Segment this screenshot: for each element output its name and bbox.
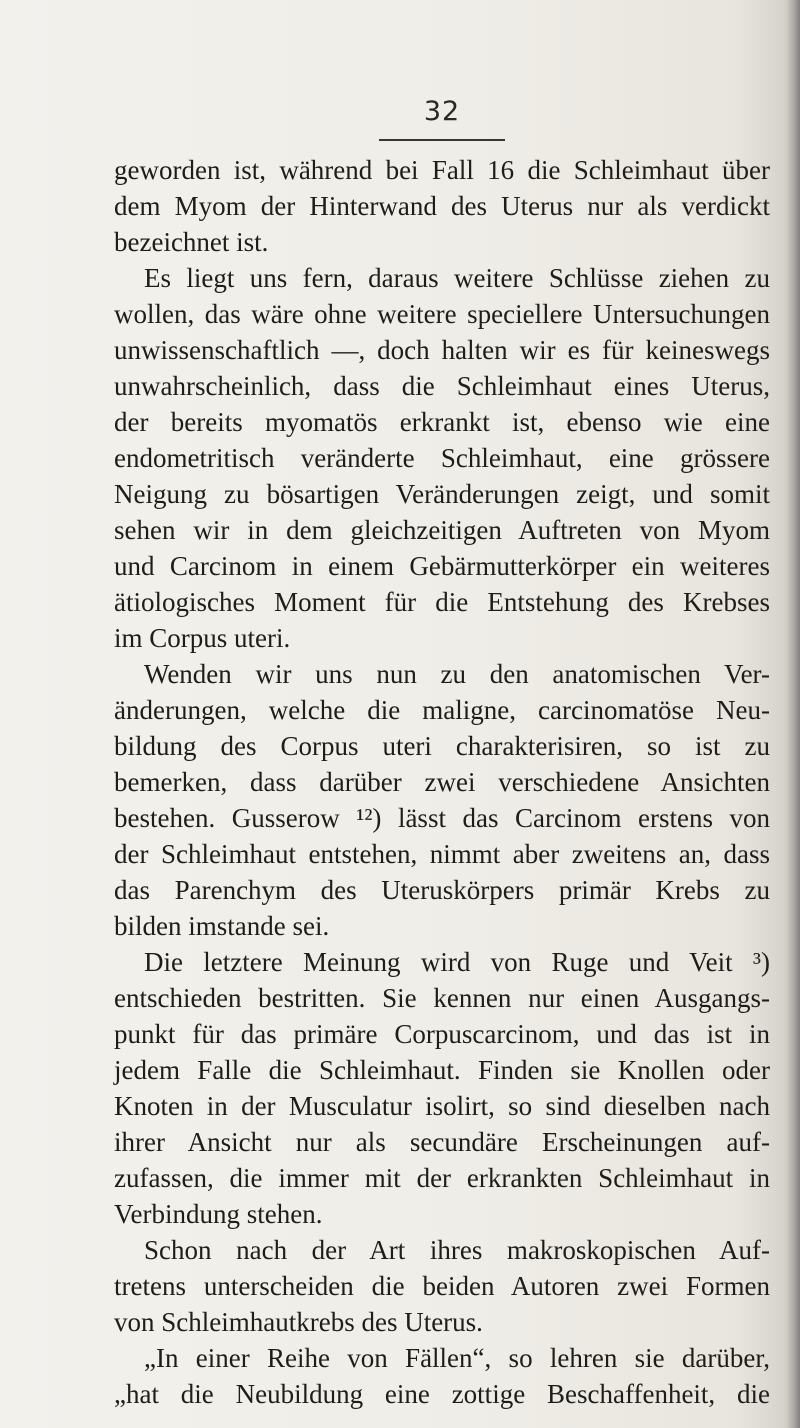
text-line: bemerken, dass darüber zwei verschiedene Ansichten: [114, 767, 770, 797]
text-line: Die letztere Meinung wird von Ruge und Veit ³): [144, 947, 770, 977]
text-line: im Corpus uteri.: [114, 623, 291, 653]
text-line: sehen wir in dem gleichzeitigen Auftreten von Myom: [114, 515, 770, 545]
text-line: von Schleimhautkrebs des Uterus.: [114, 1307, 483, 1337]
text-line: unwissenschaftlich —, doch halten wir es für keineswegs: [114, 335, 770, 365]
text-line: zufassen, die immer mit der erkrankten Schleimhaut in: [114, 1163, 770, 1193]
text-line: der bereits myomatös erkrankt ist, ebenso wie eine: [114, 407, 770, 437]
text-line: ihrer Ansicht nur als secundäre Erscheinungen auf-: [114, 1127, 770, 1157]
text-line: dem Myom der Hinterwand des Uterus nur als verdickt: [114, 191, 770, 221]
page-number-underline: [379, 139, 505, 141]
text-line: Es liegt uns fern, daraus weitere Schlüsse ziehen zu: [144, 263, 770, 293]
text-line: bestehen. Gusserow ¹²) lässt das Carcinom erstens von: [114, 803, 770, 833]
text-line: Verbindung stehen.: [114, 1199, 323, 1229]
text-line: unwahrscheinlich, dass die Schleimhaut eines Uterus,: [114, 371, 770, 401]
text-line: änderungen, welche die maligne, carcinomatöse Neu-: [114, 695, 770, 725]
text-line: bildung des Corpus uteri charakterisiren, so ist zu: [114, 731, 770, 761]
text-line: der Schleimhaut entstehen, nimmt aber zweitens an, dass: [114, 839, 770, 869]
text-line: Wenden wir uns nun zu den anatomischen Ver-: [144, 659, 770, 689]
text-line: Schon nach der Art ihres makroskopischen Auf-: [144, 1235, 770, 1265]
text-line: bezeichnet ist.: [114, 227, 269, 257]
text-line: tretens unterscheiden die beiden Autoren zwei Formen: [114, 1271, 770, 1301]
text-line: punkt für das primäre Corpuscarcinom, und das ist in: [114, 1019, 770, 1049]
page-edge-shadow: [786, 0, 800, 1428]
text-line: ätiologisches Moment für die Entstehung des Krebses: [114, 587, 770, 617]
text-line: das Parenchym des Uteruskörpers primär Krebs zu: [114, 875, 770, 905]
text-line: wollen, das wäre ohne weitere speciellere Untersuchungen: [114, 299, 770, 329]
text-line: jedem Falle die Schleimhaut. Finden sie Knollen oder: [114, 1055, 770, 1085]
text-line: Knoten in der Musculatur isolirt, so sind dieselben nach: [114, 1091, 770, 1121]
text-line: „In einer Reihe von Fällen“, so lehren sie darüber,: [144, 1343, 770, 1373]
text-line: Neigung zu bösartigen Veränderungen zeigt, und somit: [114, 479, 770, 509]
text-line: endometritisch veränderte Schleimhaut, eine grössere: [114, 443, 770, 473]
page-number-container: [380, 96, 504, 127]
text-line: und Carcinom in einem Gebärmutterkörper ein weiteres: [114, 551, 770, 581]
text-line: „hat die Neubildung eine zottige Beschaffenheit, die: [114, 1379, 770, 1409]
page-number: 32: [423, 96, 461, 127]
text-line: geworden ist, während bei Fall 16 die Schleimhaut über: [114, 155, 770, 185]
text-line: bilden imstande sei.: [114, 911, 330, 941]
text-line: entschieden bestritten. Sie kennen nur einen Ausgangs-: [114, 983, 770, 1013]
body-text: [114, 152, 770, 1412]
